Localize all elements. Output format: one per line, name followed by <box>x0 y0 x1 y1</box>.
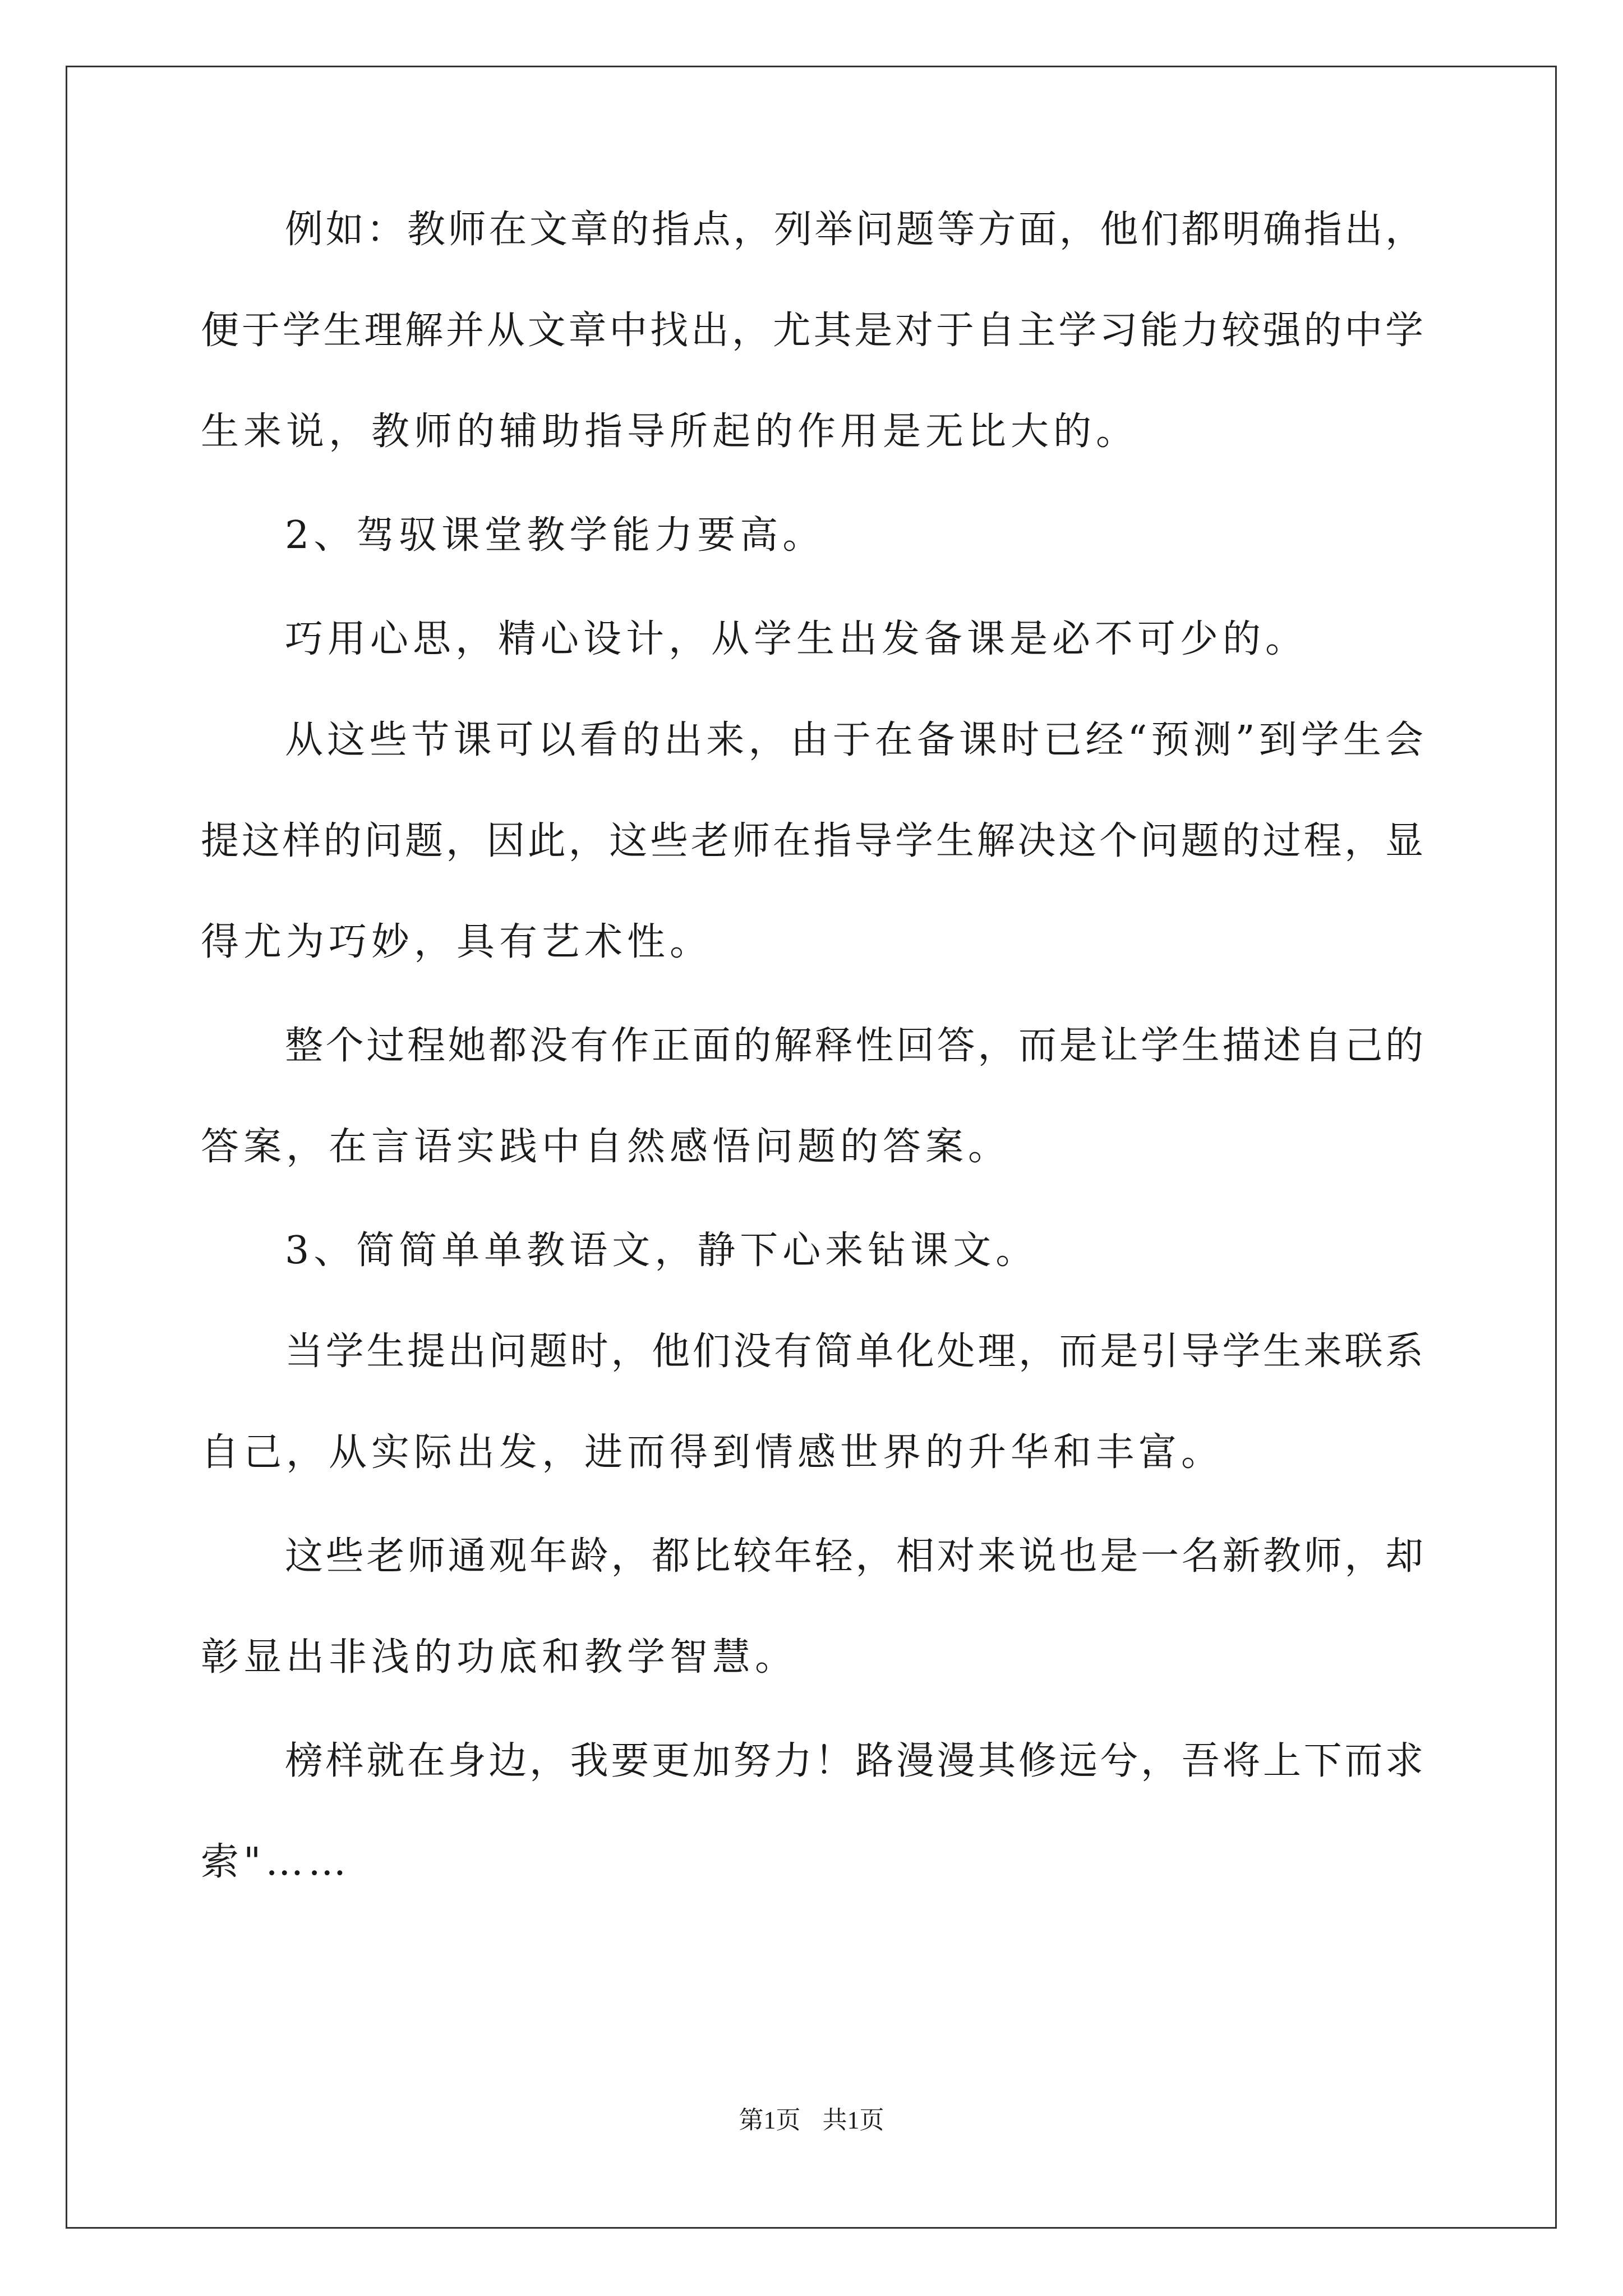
text-line: 答案，在言语实践中自然感悟问题的答案。 <box>201 1125 1011 1169</box>
page-count: 共1页 <box>822 2106 884 2134</box>
page-footer <box>0 2104 1623 2137</box>
text-line: 3、简简单单教语文，静下心来钻课文。 <box>285 1228 1039 1273</box>
text-line: 榜样就在身边，我要更加努力！路漫漫其修远兮，吾将上下而求 <box>285 1739 1423 1783</box>
text-line: 整个过程她都没有作正面的解释性回答，而是让学生描述自己的 <box>285 1024 1423 1068</box>
text-line: 生来说，教师的辅助指导所起的作用是无比大的。 <box>201 409 1139 454</box>
text-line: 这些老师通观年龄，都比较年轻，相对来说也是一名新教师，却 <box>285 1534 1423 1579</box>
text-line: 2、驾驭课堂教学能力要高。 <box>285 513 826 558</box>
text-line: 得尤为巧妙，具有艺术性。 <box>201 920 713 964</box>
text-line: 索"…… <box>201 1840 351 1884</box>
text-line: 从这些节课可以看的出来，由于在备课时已经“预测”到学生会 <box>285 718 1423 762</box>
text-line: 彰显出非浅的功底和教学智慧。 <box>201 1635 798 1680</box>
page-number: 第1页 <box>739 2106 801 2134</box>
text-line: 当学生提出问题时，他们没有简单化处理，而是引导学生来联系 <box>285 1329 1423 1374</box>
text-line: 巧用心思，精心设计，从学生出发备课是必不可少的。 <box>285 617 1308 661</box>
text-line: 例如：教师在文章的指点，列举问题等方面，他们都明确指出， <box>285 208 1423 252</box>
text-line: 便于学生理解并从文章中找出，尤其是对于自主学习能力较强的中学 <box>201 309 1423 353</box>
text-line: 自己，从实际出发，进而得到情感世界的升华和丰富。 <box>201 1430 1224 1475</box>
text-line: 提这样的问题，因此，这些老师在指导学生解决这个问题的过程，显 <box>201 819 1423 863</box>
